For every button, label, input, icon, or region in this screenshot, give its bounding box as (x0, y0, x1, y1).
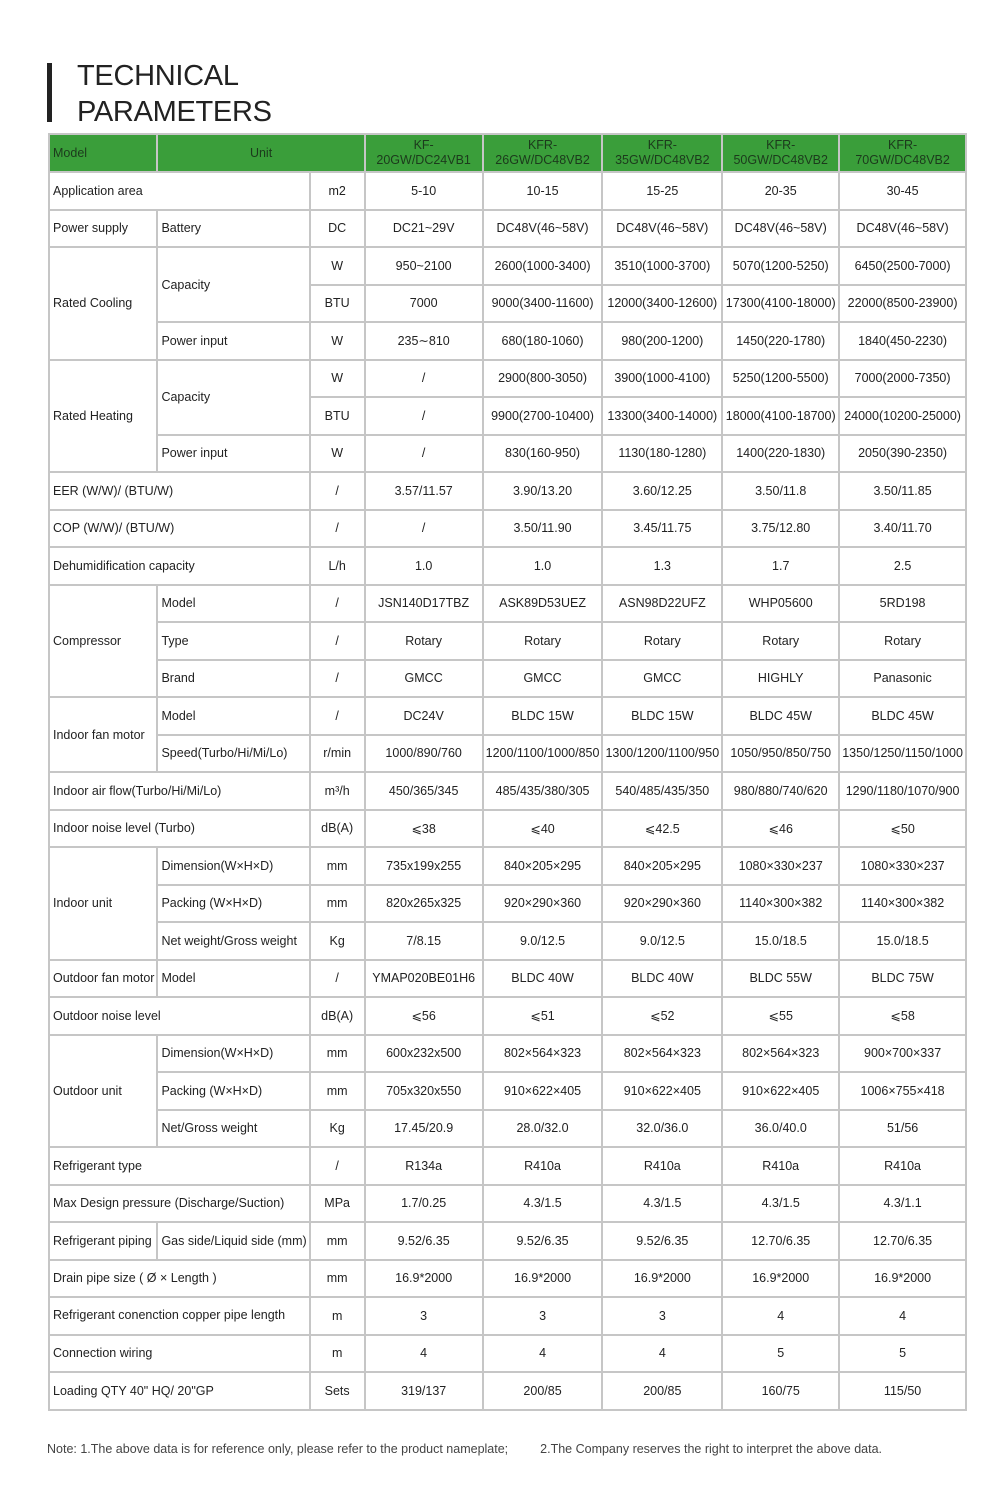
value-cell: 4 (602, 1335, 722, 1373)
value-cell: 1140×300×382 (722, 885, 839, 923)
value-cell: R134a (365, 1147, 483, 1185)
value-cell: 7/8.15 (365, 922, 483, 960)
value-cell: 16.9*2000 (722, 1260, 839, 1298)
sub-label: Capacity (157, 247, 309, 322)
value-cell: 3 (483, 1297, 603, 1335)
value-cell: 840×205×295 (602, 847, 722, 885)
value-cell: ⩽55 (722, 997, 839, 1035)
value-cell: Rotary (602, 622, 722, 660)
group-label: Rated Heating (49, 360, 157, 473)
row-outdoor_unit-weight (49, 1110, 966, 1148)
value-cell: 17.45/20.9 (365, 1110, 483, 1148)
sub-label: Gas side/Liquid side (mm) (157, 1222, 309, 1260)
value-cell: 1300/1200/1100/950 (602, 735, 722, 773)
value-cell: 1130(180-1280) (602, 435, 722, 473)
value-cell: 600x232x500 (365, 1035, 483, 1073)
unit-cell: mm (310, 885, 365, 923)
value-cell: 3.50/11.85 (839, 472, 966, 510)
value-cell: 705x320x550 (365, 1072, 483, 1110)
header-model-name: KFR- 35GW/DC48VB2 (602, 134, 722, 172)
row-drain-pipe-label: Drain pipe size ( Ø × Length ) (49, 1260, 310, 1298)
value-cell: 5250(1200-5500) (722, 360, 839, 398)
header-model-name: KFR- 70GW/DC48VB2 (839, 134, 966, 172)
value-cell: 1200/1100/1000/850 (483, 735, 603, 773)
value-cell: 12.70/6.35 (839, 1222, 966, 1260)
value-cell: 980(200-1200) (602, 322, 722, 360)
unit-cell: dB(A) (310, 997, 365, 1035)
page-title (77, 58, 272, 130)
value-cell: DC48V(46~58V) (722, 210, 839, 248)
value-cell: ⩽58 (839, 997, 966, 1035)
row-max-pressure (49, 1185, 966, 1223)
header-model-name: KFR- 50GW/DC48VB2 (722, 134, 839, 172)
value-cell: 3 (365, 1297, 483, 1335)
value-cell: ⩽50 (839, 810, 966, 848)
value-cell: 802×564×323 (602, 1035, 722, 1073)
value-cell: 9.0/12.5 (602, 922, 722, 960)
row-eer-label: EER (W/W)/ (BTU/W) (49, 472, 310, 510)
unit-cell: / (310, 472, 365, 510)
row-outdoor-noise (49, 997, 966, 1035)
value-cell: 485/435/380/305 (483, 772, 603, 810)
sub-label: Net weight/Gross weight (157, 922, 309, 960)
value-cell: 16.9*2000 (365, 1260, 483, 1298)
row-loading-qty (49, 1372, 966, 1410)
value-cell: 450/365/345 (365, 772, 483, 810)
sub-label: Battery (157, 210, 309, 248)
row-refrigerant-piping (49, 1222, 966, 1260)
sub-label: Capacity (157, 360, 309, 435)
value-cell: 115/50 (839, 1372, 966, 1410)
value-cell: 9000(3400-11600) (483, 285, 603, 323)
footer-note-1: Note: 1.The above data is for reference only, please refer to the product nameplate; (47, 1442, 509, 1456)
value-cell: 910×622×405 (483, 1072, 603, 1110)
footer-note-2: 2.The Company reserves the right to interpret the above data. (540, 1442, 883, 1456)
value-cell: 4.3/1.5 (483, 1185, 603, 1223)
value-cell: 4 (722, 1297, 839, 1335)
value-cell: 3510(1000-3700) (602, 247, 722, 285)
row-indoor_unit-dimension (49, 847, 966, 885)
value-cell: 2600(1000-3400) (483, 247, 603, 285)
value-cell: 12000(3400-12600) (602, 285, 722, 323)
value-cell: BLDC 15W (602, 697, 722, 735)
value-cell: 802×564×323 (722, 1035, 839, 1073)
value-cell: 16.9*2000 (839, 1260, 966, 1298)
value-cell: 900×700×337 (839, 1035, 966, 1073)
value-cell: 950~2100 (365, 247, 483, 285)
header-model-name: KFR- 26GW/DC48VB2 (483, 134, 603, 172)
value-cell: 15.0/18.5 (839, 922, 966, 960)
value-cell: 12.70/6.35 (722, 1222, 839, 1260)
unit-cell: BTU (310, 397, 365, 435)
row-loading-qty-label: Loading QTY 40" HQ/ 20"GP (49, 1372, 310, 1410)
unit-cell: Kg (310, 922, 365, 960)
value-cell: 6450(2500-7000) (839, 247, 966, 285)
value-cell: 920×290×360 (483, 885, 603, 923)
value-cell: WHP05600 (722, 585, 839, 623)
value-cell: 200/85 (602, 1372, 722, 1410)
unit-cell: W (310, 322, 365, 360)
value-cell: 7000 (365, 285, 483, 323)
page-title-line2: PARAMETERS (77, 96, 272, 128)
value-cell: 1006×755×418 (839, 1072, 966, 1110)
row-indoor-air-flow (49, 772, 966, 810)
technical-parameters-table (48, 133, 967, 1411)
value-cell: BLDC 45W (839, 697, 966, 735)
value-cell: 2050(390-2350) (839, 435, 966, 473)
value-cell: / (365, 435, 483, 473)
header-model-name: KF- 20GW/DC24VB1 (365, 134, 483, 172)
unit-cell: / (310, 1147, 365, 1185)
row-copper-pipe (49, 1297, 966, 1335)
value-cell: Rotary (365, 622, 483, 660)
unit-cell: m³/h (310, 772, 365, 810)
unit-cell: MPa (310, 1185, 365, 1223)
value-cell: Rotary (483, 622, 603, 660)
value-cell: 820x265x325 (365, 885, 483, 923)
value-cell: 4 (365, 1335, 483, 1373)
value-cell: 9.52/6.35 (602, 1222, 722, 1260)
value-cell: 16.9*2000 (602, 1260, 722, 1298)
unit-cell: m (310, 1335, 365, 1373)
unit-cell: / (310, 510, 365, 548)
unit-cell: Kg (310, 1110, 365, 1148)
value-cell: GMCC (365, 660, 483, 698)
group-label: Power supply (49, 210, 157, 248)
value-cell: 7000(2000-7350) (839, 360, 966, 398)
value-cell: 1000/890/760 (365, 735, 483, 773)
page-title-line1: TECHNICAL (77, 60, 239, 92)
value-cell: R410a (722, 1147, 839, 1185)
row-max-pressure-label: Max Design pressure (Discharge/Suction) (49, 1185, 310, 1223)
row-cooling-power-input (49, 322, 966, 360)
value-cell: 3.45/11.75 (602, 510, 722, 548)
value-cell: 1.0 (483, 547, 603, 585)
value-cell: 5-10 (365, 172, 483, 210)
value-cell: JSN140D17TBZ (365, 585, 483, 623)
value-cell: 9.52/6.35 (365, 1222, 483, 1260)
value-cell: 3.60/12.25 (602, 472, 722, 510)
group-label: Outdoor unit (49, 1035, 157, 1148)
value-cell: 830(160-950) (483, 435, 603, 473)
row-drain-pipe (49, 1260, 966, 1298)
value-cell: 1.7/0.25 (365, 1185, 483, 1223)
value-cell: 1050/950/850/750 (722, 735, 839, 773)
row-cooling-capacity-w (49, 247, 966, 285)
sub-label: Net/Gross weight (157, 1110, 309, 1148)
value-cell: R410a (602, 1147, 722, 1185)
sub-label: Model (157, 960, 309, 998)
unit-cell: mm (310, 1260, 365, 1298)
value-cell: 13300(3400-14000) (602, 397, 722, 435)
row-connection-wiring-label: Connection wiring (49, 1335, 310, 1373)
row-refrigerant-type-label: Refrigerant type (49, 1147, 310, 1185)
value-cell: / (365, 360, 483, 398)
value-cell: DC24V (365, 697, 483, 735)
unit-cell: mm (310, 847, 365, 885)
value-cell: 840×205×295 (483, 847, 603, 885)
value-cell: 18000(4100-18700) (722, 397, 839, 435)
header-unit: Unit (157, 134, 364, 172)
value-cell: 3.90/13.20 (483, 472, 603, 510)
value-cell: 22000(8500-23900) (839, 285, 966, 323)
unit-cell: mm (310, 1035, 365, 1073)
value-cell: BLDC 15W (483, 697, 603, 735)
value-cell: 540/485/435/350 (602, 772, 722, 810)
sub-label: Packing (W×H×D) (157, 1072, 309, 1110)
value-cell: 1450(220-1780) (722, 322, 839, 360)
value-cell: 910×622×405 (722, 1072, 839, 1110)
value-cell: 9.0/12.5 (483, 922, 603, 960)
sub-label: Dimension(W×H×D) (157, 847, 309, 885)
group-label: Indoor fan motor (49, 697, 157, 772)
row-indoor-noise (49, 810, 966, 848)
value-cell: 802×564×323 (483, 1035, 603, 1073)
value-cell: 1350/1250/1150/1000 (839, 735, 966, 773)
row-indoor-air-flow-label: Indoor air flow(Turbo/Hi/Mi/Lo) (49, 772, 310, 810)
value-cell: 4.3/1.5 (722, 1185, 839, 1223)
value-cell: 1400(220-1830) (722, 435, 839, 473)
row-outdoor-noise-label: Outdoor noise level (49, 997, 310, 1035)
value-cell: 3.57/11.57 (365, 472, 483, 510)
value-cell: 16.9*2000 (483, 1260, 603, 1298)
group-label: Outdoor fan motor (49, 960, 157, 998)
value-cell: 3.50/11.90 (483, 510, 603, 548)
unit-cell: / (310, 960, 365, 998)
value-cell: GMCC (483, 660, 603, 698)
value-cell: HIGHLY (722, 660, 839, 698)
row-application-area (49, 172, 966, 210)
group-label: Compressor (49, 585, 157, 698)
row-compressor-model (49, 585, 966, 623)
value-cell: 30-45 (839, 172, 966, 210)
unit-cell: m2 (310, 172, 365, 210)
value-cell: 3.75/12.80 (722, 510, 839, 548)
value-cell: ⩽42.5 (602, 810, 722, 848)
value-cell: R410a (483, 1147, 603, 1185)
value-cell: ASK89D53UEZ (483, 585, 603, 623)
value-cell: 4.3/1.1 (839, 1185, 966, 1223)
value-cell: 1080×330×237 (839, 847, 966, 885)
sub-label: Dimension(W×H×D) (157, 1035, 309, 1073)
value-cell: ⩽51 (483, 997, 603, 1035)
value-cell: ⩽38 (365, 810, 483, 848)
row-refrigerant-type (49, 1147, 966, 1185)
sub-label: Packing (W×H×D) (157, 885, 309, 923)
footer-note (47, 1442, 882, 1456)
value-cell: BLDC 40W (483, 960, 603, 998)
unit-cell: / (310, 622, 365, 660)
value-cell: 5RD198 (839, 585, 966, 623)
group-label: Rated Cooling (49, 247, 157, 360)
value-cell: 1290/1180/1070/900 (839, 772, 966, 810)
row-indoor_unit-packing (49, 885, 966, 923)
unit-cell: DC (310, 210, 365, 248)
header-model: Model (49, 134, 157, 172)
value-cell: BLDC 45W (722, 697, 839, 735)
row-indoor-noise-label: Indoor noise level (Turbo) (49, 810, 310, 848)
row-compressor-type (49, 622, 966, 660)
unit-cell: L/h (310, 547, 365, 585)
unit-cell: m (310, 1297, 365, 1335)
value-cell: 735x199x255 (365, 847, 483, 885)
unit-cell: dB(A) (310, 810, 365, 848)
unit-cell: / (310, 660, 365, 698)
value-cell: 1080×330×237 (722, 847, 839, 885)
value-cell: Panasonic (839, 660, 966, 698)
value-cell: 3900(1000-4100) (602, 360, 722, 398)
value-cell: 4 (839, 1297, 966, 1335)
value-cell: 3.50/11.8 (722, 472, 839, 510)
value-cell: 920×290×360 (602, 885, 722, 923)
value-cell: 51/56 (839, 1110, 966, 1148)
group-label: Refrigerant piping (49, 1222, 157, 1260)
value-cell: GMCC (602, 660, 722, 698)
value-cell: 3 (602, 1297, 722, 1335)
row-indoor_fan_motor-model (49, 697, 966, 735)
sub-label: Power input (157, 322, 309, 360)
value-cell: 200/85 (483, 1372, 603, 1410)
value-cell: 9900(2700-10400) (483, 397, 603, 435)
value-cell: 910×622×405 (602, 1072, 722, 1110)
title-accent-bar (47, 63, 52, 122)
value-cell: 15-25 (602, 172, 722, 210)
value-cell: 680(180-1060) (483, 322, 603, 360)
value-cell: 32.0/36.0 (602, 1110, 722, 1148)
value-cell: 3.40/11.70 (839, 510, 966, 548)
value-cell: ⩽56 (365, 997, 483, 1035)
sub-label: Power input (157, 435, 309, 473)
header-row (49, 134, 966, 172)
sub-label: Speed(Turbo/Hi/Mi/Lo) (157, 735, 309, 773)
sub-label: Type (157, 622, 309, 660)
value-cell: DC48V(46~58V) (483, 210, 603, 248)
value-cell: DC21~29V (365, 210, 483, 248)
row-eer (49, 472, 966, 510)
row-outdoor_unit-packing (49, 1072, 966, 1110)
value-cell: BLDC 55W (722, 960, 839, 998)
row-indoor_unit-weight (49, 922, 966, 960)
value-cell: 36.0/40.0 (722, 1110, 839, 1148)
value-cell: 5 (839, 1335, 966, 1373)
sub-label: Brand (157, 660, 309, 698)
value-cell: BLDC 75W (839, 960, 966, 998)
value-cell: 980/880/740/620 (722, 772, 839, 810)
row-heating-power-input (49, 435, 966, 473)
row-cop (49, 510, 966, 548)
row-heating-capacity-w (49, 360, 966, 398)
value-cell: 10-15 (483, 172, 603, 210)
value-cell: BLDC 40W (602, 960, 722, 998)
group-label: Indoor unit (49, 847, 157, 960)
value-cell: / (365, 397, 483, 435)
value-cell: 20-35 (722, 172, 839, 210)
value-cell: 15.0/18.5 (722, 922, 839, 960)
value-cell: 5070(1200-5250) (722, 247, 839, 285)
row-copper-pipe-label: Refrigerant conenction copper pipe length (49, 1297, 310, 1335)
value-cell: 2.5 (839, 547, 966, 585)
value-cell: 28.0/32.0 (483, 1110, 603, 1148)
row-indoor_fan_motor-speed (49, 735, 966, 773)
row-compressor-brand (49, 660, 966, 698)
unit-cell: r/min (310, 735, 365, 773)
value-cell: DC48V(46~58V) (602, 210, 722, 248)
value-cell: 1.3 (602, 547, 722, 585)
value-cell: 4 (483, 1335, 603, 1373)
row-cop-label: COP (W/W)/ (BTU/W) (49, 510, 310, 548)
row-outdoor_unit-dimension (49, 1035, 966, 1073)
row-application-area-label: Application area (49, 172, 310, 210)
row-power-supply (49, 210, 966, 248)
row-connection-wiring (49, 1335, 966, 1373)
value-cell: Rotary (839, 622, 966, 660)
unit-cell: BTU (310, 285, 365, 323)
value-cell: 4.3/1.5 (602, 1185, 722, 1223)
unit-cell: / (310, 585, 365, 623)
unit-cell: W (310, 360, 365, 398)
unit-cell: W (310, 435, 365, 473)
unit-cell: mm (310, 1072, 365, 1110)
row-dehumidification-label: Dehumidification capacity (49, 547, 310, 585)
unit-cell: / (310, 697, 365, 735)
sub-label: Model (157, 697, 309, 735)
value-cell: Rotary (722, 622, 839, 660)
value-cell: ⩽52 (602, 997, 722, 1035)
unit-cell: Sets (310, 1372, 365, 1410)
value-cell: 24000(10200-25000) (839, 397, 966, 435)
value-cell: 5 (722, 1335, 839, 1373)
value-cell: 17300(4100-18000) (722, 285, 839, 323)
row-outdoor-fan-motor (49, 960, 966, 998)
value-cell: 9.52/6.35 (483, 1222, 603, 1260)
value-cell: 160/75 (722, 1372, 839, 1410)
value-cell: ⩽40 (483, 810, 603, 848)
value-cell: 1.0 (365, 547, 483, 585)
value-cell: 319/137 (365, 1372, 483, 1410)
value-cell: 1140×300×382 (839, 885, 966, 923)
sub-label: Model (157, 585, 309, 623)
value-cell: ASN98D22UFZ (602, 585, 722, 623)
value-cell: DC48V(46~58V) (839, 210, 966, 248)
value-cell: 235∼810 (365, 322, 483, 360)
value-cell: 1840(450-2230) (839, 322, 966, 360)
value-cell: ⩽46 (722, 810, 839, 848)
value-cell: 1.7 (722, 547, 839, 585)
value-cell: YMAP020BE01H6 (365, 960, 483, 998)
unit-cell: mm (310, 1222, 365, 1260)
unit-cell: W (310, 247, 365, 285)
row-dehumidification (49, 547, 966, 585)
value-cell: R410a (839, 1147, 966, 1185)
value-cell: / (365, 510, 483, 548)
value-cell: 2900(800-3050) (483, 360, 603, 398)
